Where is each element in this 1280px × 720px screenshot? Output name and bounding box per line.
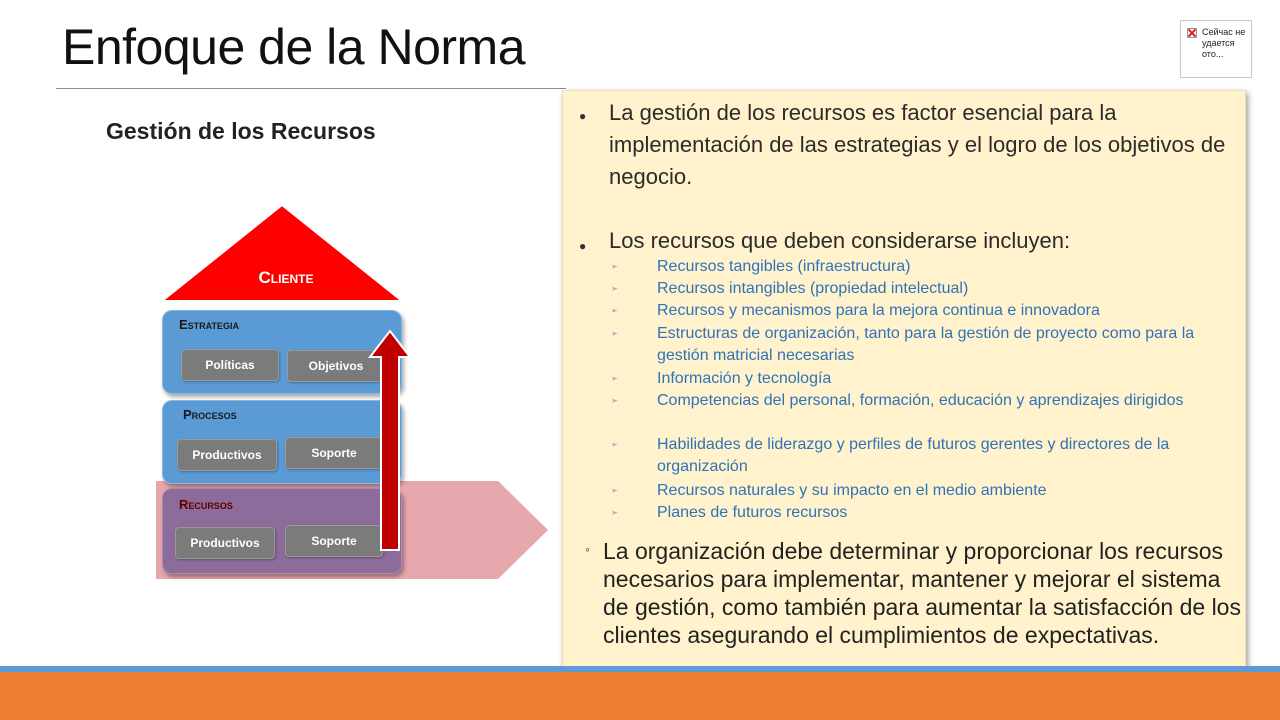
layer-title: Recursos — [179, 497, 233, 512]
layer-title: Estrategia — [179, 317, 240, 332]
arrow-bullet-icon: ➢ — [611, 440, 618, 449]
bullet-main-3: La organización debe determinar y proporcionar los recursos necesarios para implementar, mantener y mejorar el sistema de gestión, como también para aumentar la satisfacción de los clientes asegurando el cumplimientos de expectativas. — [603, 538, 1241, 648]
arrow-bullet-icon: ➢ — [611, 374, 618, 383]
slide-title: Enfoque de la Norma — [62, 19, 526, 75]
sub-item-text: Recursos tangibles (infraestructura) — [657, 258, 911, 275]
arrow-bullet-icon: ➢ — [611, 486, 618, 495]
layer-title: Procesos — [183, 407, 237, 422]
broken-image-alt-text: Сейчас не удается ото... — [1202, 27, 1246, 59]
bullet-dot: ● — [579, 109, 587, 123]
sub-item-text: Recursos intangibles (propiedad intelectual) — [657, 280, 969, 297]
sub-item — [611, 390, 1237, 412]
sub-item-text: Recursos y mecanismos para la mejora continua e innovadora — [657, 302, 1100, 319]
arrow-bullet-icon: ➢ — [611, 306, 618, 315]
bullet-main-1: La gestión de los recursos es factor esencial para la implementación de las estrategias y el logro de los objetivos de negocio. — [609, 100, 1226, 189]
arrow-bullet-icon: ➢ — [611, 508, 618, 517]
sub-item-text: Estructuras de organización, tanto para la gestión de proyecto como para la gestión matricial necesarias — [657, 325, 1195, 364]
footer-bar-orange — [0, 672, 1280, 720]
sub-item — [611, 368, 1237, 390]
sub-item-text: Competencias del personal, formación, educación y aprendizajes dirigidos — [657, 392, 1184, 409]
arrow-bullet-icon: ➢ — [611, 329, 618, 338]
sub-item-text: Recursos naturales y su impacto en el medio ambiente — [657, 482, 1047, 499]
roof-label: Cliente — [258, 268, 314, 287]
slide-subtitle: Gestión de los Recursos — [106, 118, 376, 144]
sub-item — [611, 434, 1237, 478]
sub-item — [611, 256, 1237, 278]
chip-productivos: Productivos — [175, 527, 275, 559]
chip-objetivos: Objetivos — [287, 350, 385, 382]
bullet-main-2: Los recursos que deben considerarse incluyen: — [609, 228, 1071, 253]
arrow-bullet-icon: ➢ — [611, 262, 618, 271]
sub-item-text: Planes de futuros recursos — [657, 504, 848, 521]
chip-soporte: Soporte — [285, 525, 383, 557]
sub-item — [611, 323, 1237, 367]
chip-soporte: Soporte — [285, 437, 383, 469]
chip-productivos: Productivos — [177, 439, 277, 471]
content-panel — [562, 90, 1246, 688]
circle-bullet-icon: ◦ — [585, 541, 590, 557]
up-arrow-shape — [370, 331, 410, 550]
sub-item — [611, 502, 1237, 524]
bullet-dot: ● — [579, 239, 587, 253]
broken-image-placeholder — [1180, 20, 1252, 78]
sub-item-text: Información y tecnología — [657, 370, 832, 387]
sub-item — [611, 300, 1237, 322]
sub-item-text: Habilidades de liderazgo y perfiles de futuros gerentes y directores de la organización — [657, 436, 1170, 475]
arrow-bullet-icon: ➢ — [611, 284, 618, 293]
chip-politicas: Políticas — [181, 349, 279, 381]
arrow-bullet-icon: ➢ — [611, 396, 618, 405]
broken-image-icon — [1187, 28, 1197, 38]
sub-item — [611, 480, 1237, 502]
up-arrow — [360, 325, 420, 565]
sub-item — [611, 278, 1237, 300]
